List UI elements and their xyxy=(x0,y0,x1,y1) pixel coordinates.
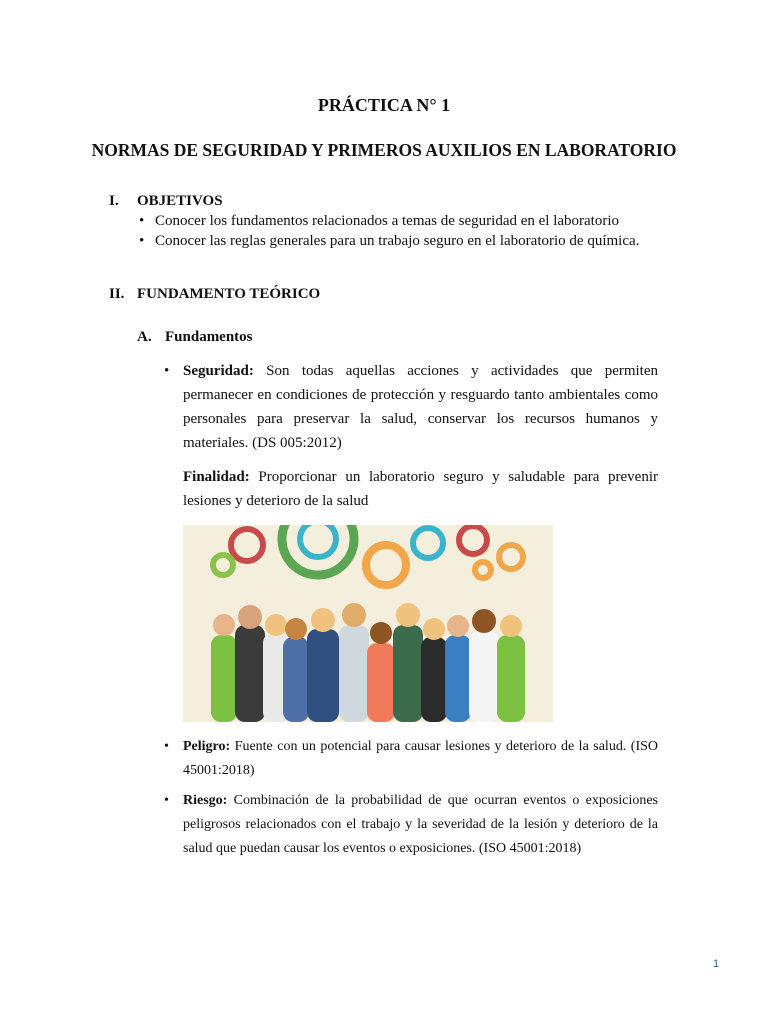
subsection-fundamentos-heading xyxy=(137,329,253,346)
peligro-paragraph xyxy=(164,735,659,783)
seguridad-paragraph xyxy=(164,359,659,455)
finalidad-paragraph xyxy=(183,465,658,513)
bullet: • xyxy=(164,739,169,754)
objective-item: • Conocer las reglas generales para un trabajo seguro en el laboratorio de química. xyxy=(137,231,677,251)
objective-item: • Conocer los fundamentos relacionados a temas de seguridad en el laboratorio xyxy=(137,211,677,231)
term-peligro: Peligro: xyxy=(183,739,231,754)
bullet: • xyxy=(164,363,170,379)
section-number: I. xyxy=(109,193,119,209)
subsection-title: Fundamentos xyxy=(165,329,253,345)
seguridad-text: Son todas aquellas acciones y actividades que permiten permanecer en condiciones de protección y resguardo tanto ambientales como personales para preservar la salud, conservar los recursos humanos y materiales. (DS 005:2012) xyxy=(183,363,659,451)
riesgo-paragraph xyxy=(164,789,658,861)
section-title: FUNDAMENTO TEÓRICO xyxy=(137,286,321,302)
illustration-people-gears xyxy=(183,525,553,722)
finalidad-text: Proporcionar un laboratorio seguro y saludable para prevenir lesiones y deterioro de la salud xyxy=(183,469,659,509)
term-seguridad: Seguridad: xyxy=(183,363,254,379)
gears-people-icon xyxy=(183,525,553,722)
document-subtitle: NORMAS DE SEGURIDAD Y PRIMEROS AUXILIOS EN LABORATORIO xyxy=(91,140,677,160)
term-riesgo: Riesgo: xyxy=(183,793,228,808)
section-title: OBJETIVOS xyxy=(137,193,223,209)
section-objetivos-heading xyxy=(109,193,223,210)
section-fundamento-heading xyxy=(109,286,320,303)
bullet: • xyxy=(164,793,169,808)
objectives-list xyxy=(137,211,677,251)
section-number: II. xyxy=(109,286,125,302)
riesgo-text: Combinación de la probabilidad de que ocurran eventos o exposiciones peligrosos relacionados con el trabajo y la severidad de la lesión y deterioro de la salud que puedan causar los eventos o exposiciones. (ISO 45001:2018) xyxy=(183,793,658,856)
peligro-text: Fuente con un potencial para causar lesiones y deterioro de la salud. (ISO 45001:2018) xyxy=(183,739,659,778)
page-number: 1 xyxy=(713,958,720,970)
subsection-number: A. xyxy=(137,329,152,345)
page-title: PRÁCTICA N° 1 xyxy=(317,95,451,115)
term-finalidad: Finalidad: xyxy=(183,469,250,485)
